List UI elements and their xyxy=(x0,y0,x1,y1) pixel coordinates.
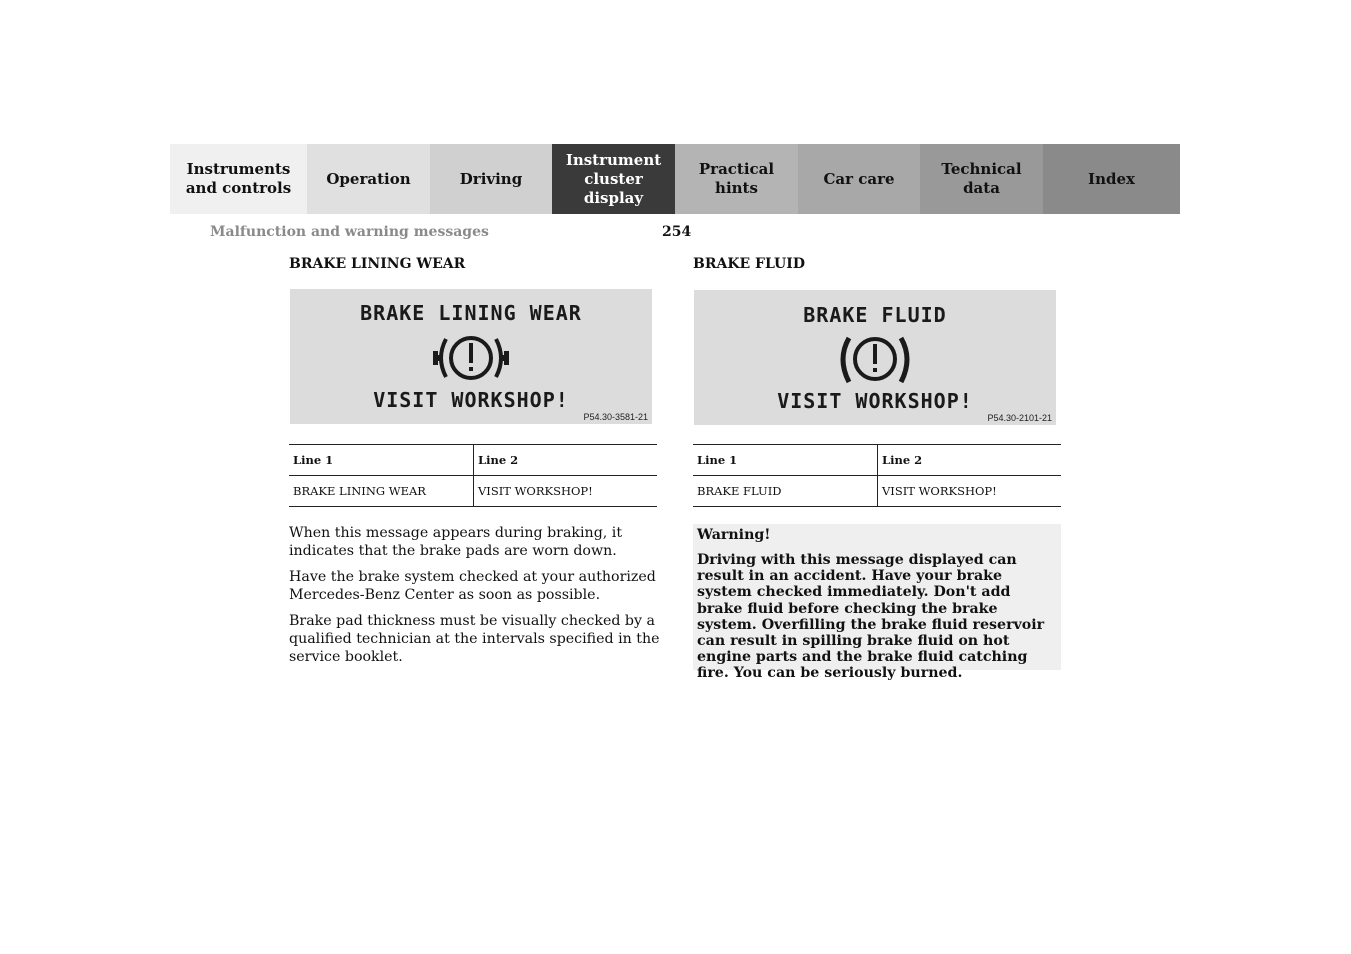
table-header-line2: Line 2 xyxy=(474,445,658,476)
tab-label-line1: Technical xyxy=(941,160,1022,178)
tab-operation[interactable] xyxy=(307,144,430,214)
brake-fluid-warning-icon xyxy=(835,332,915,388)
brake-lining-wear-heading: BRAKE LINING WEAR xyxy=(289,256,466,272)
tab-label: Car care xyxy=(823,169,895,188)
display-line2: VISIT WORKSHOP! xyxy=(777,389,973,413)
table-header-line2: Line 2 xyxy=(878,445,1062,476)
tab-label: Operation xyxy=(326,169,411,188)
tab-label-line2: and controls xyxy=(185,179,292,197)
tab-practical-hints[interactable] xyxy=(675,144,798,214)
figure-code: P54.30-2101-21 xyxy=(987,413,1052,423)
tab-label: Practical hints xyxy=(698,160,775,197)
section-title: Malfunction and warning messages xyxy=(210,224,489,240)
tab-driving[interactable] xyxy=(430,144,552,214)
table-header-line1: Line 1 xyxy=(289,445,474,476)
table-cell-line2: VISIT WORKSHOP! xyxy=(474,476,658,507)
brake-lining-display xyxy=(290,289,652,424)
paragraph: Have the brake system checked at your authorized Mercedes-Benz Center as soon as possible. xyxy=(289,569,656,603)
display-line1: BRAKE FLUID xyxy=(803,303,947,327)
page-number: 254 xyxy=(662,224,692,240)
tab-label-line1: Instrument xyxy=(565,150,662,169)
warning-text: Driving with this message displayed can result in an accident. Have your brake system checked immediately. Don't add brake fluid before checking the brake system. Overfilling the brake fluid reservoir can result in spilling brake fluid on hot engine parts and the brake fluid catching fire. You can be seriously burned. xyxy=(697,552,1045,682)
tab-label-line2: data xyxy=(963,179,1000,197)
display-line1: BRAKE LINING WEAR xyxy=(360,301,582,325)
tab-label: Index xyxy=(1088,169,1135,188)
tab-instruments-and-controls[interactable] xyxy=(170,144,307,214)
display-line2: VISIT WORKSHOP! xyxy=(373,388,569,412)
tab-index[interactable] xyxy=(1043,144,1180,214)
table-cell-line1: BRAKE FLUID xyxy=(693,476,878,507)
tab-car-care[interactable] xyxy=(798,144,920,214)
brake-lining-description xyxy=(289,524,661,674)
message-table xyxy=(693,444,1061,507)
brake-fluid-heading: BRAKE FLUID xyxy=(693,256,805,272)
warning-title: Warning! xyxy=(697,527,771,543)
brake-lining-warning-icon xyxy=(432,331,510,385)
warning-box xyxy=(693,524,1061,682)
tab-label-line2: cluster display xyxy=(583,169,644,207)
table-cell-line1: BRAKE LINING WEAR xyxy=(289,476,474,507)
brake-fluid-display xyxy=(694,290,1056,425)
tab-instrument-cluster-display[interactable] xyxy=(552,144,675,214)
tab-label-line1: Instruments xyxy=(186,160,291,178)
figure-code: P54.30-3581-21 xyxy=(583,412,648,422)
paragraph: Brake pad thickness must be visually checked by a qualified technician at the intervals specified in the service booklet. xyxy=(289,613,660,665)
table-header-line1: Line 1 xyxy=(693,445,878,476)
chapter-tabs xyxy=(170,144,1180,214)
table-row xyxy=(289,476,657,507)
paragraph: When this message appears during braking, it indicates that the brake pads are worn down. xyxy=(289,525,623,559)
tab-label: Driving xyxy=(459,169,523,188)
table-row xyxy=(693,476,1061,507)
tab-technical-data[interactable] xyxy=(920,144,1043,214)
table-cell-line2: VISIT WORKSHOP! xyxy=(878,476,1062,507)
message-table xyxy=(289,444,657,507)
